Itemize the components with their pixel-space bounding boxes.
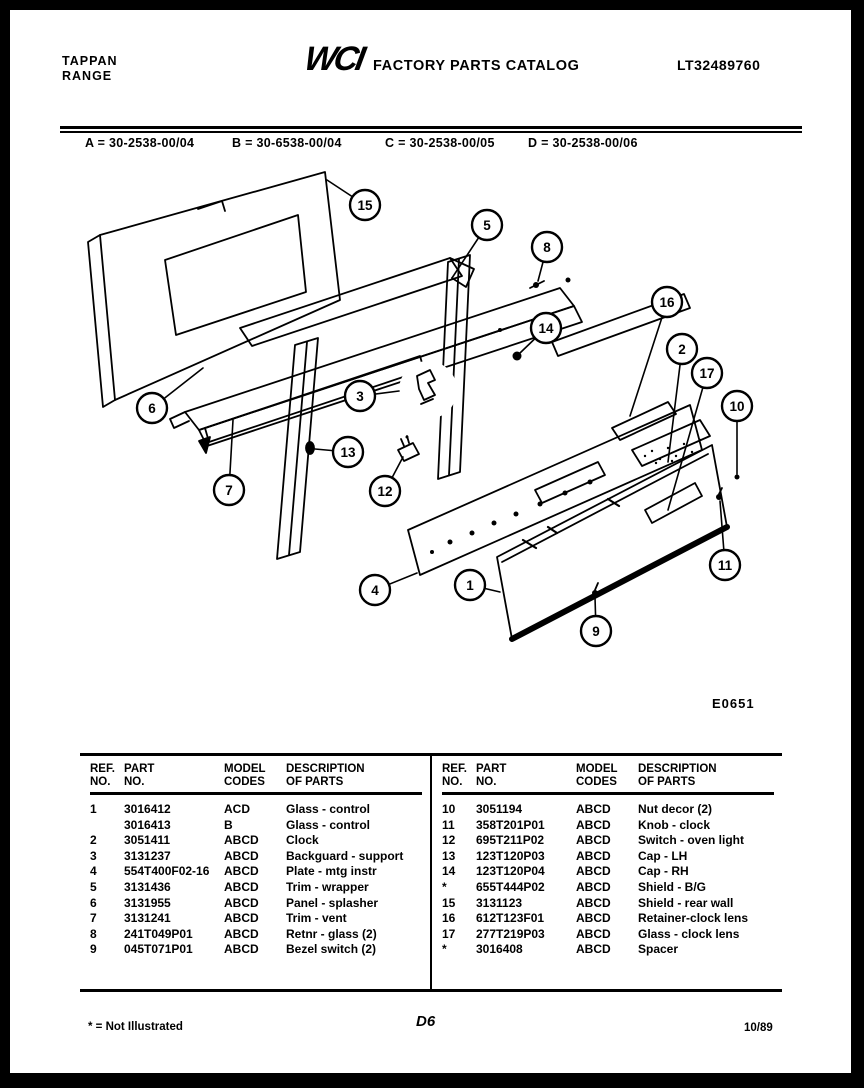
cell-description: Nut decor (2) (638, 802, 713, 816)
col-header-part: PART NO. (124, 761, 224, 794)
model-code-d: D = 30-2538-00/06 (528, 136, 638, 150)
cell-ref-no: 16 (442, 911, 456, 926)
cell-model-codes: ABCD (576, 864, 611, 879)
panel-hole (514, 512, 519, 517)
glass-bottom-edge (512, 527, 727, 639)
figure-code: E0651 (712, 696, 755, 711)
cell-description: Spacer (638, 942, 679, 957)
model-code-b: B = 30-6538-00/04 (232, 136, 342, 150)
cell-ref-no: 15 (442, 895, 456, 910)
cell-description: Knob - clock (638, 817, 711, 832)
cell-description: Panel - splasher (286, 895, 379, 910)
cell-ref-no: 8 (90, 926, 97, 941)
date-code: 10/89 (744, 1022, 773, 1034)
cell-description: Retnr - glass (2) (286, 926, 377, 941)
cell-part-no: 3131123 (476, 895, 523, 910)
cell-model-codes: ABCD (576, 926, 611, 941)
cell-model-codes: ABCD (576, 802, 611, 816)
callout-number-17: 17 (699, 366, 715, 381)
cell-ref-no: 7 (90, 911, 97, 926)
trim-wrapper-lip (199, 306, 582, 446)
cell-ref-no: * (442, 942, 447, 957)
page-code: D6 (416, 1013, 436, 1030)
cell-part-no: 277T219P03 (476, 926, 545, 941)
grommet-13 (306, 442, 314, 454)
cell-model-codes: ABCD (224, 911, 259, 926)
cell-model-codes: ABCD (224, 926, 259, 941)
cell-description: Shield - rear wall (638, 895, 734, 910)
exploded-parts-diagram (0, 160, 864, 745)
cell-ref-no: 10 (442, 802, 456, 816)
table-row (442, 818, 774, 834)
parts-table-right (442, 761, 774, 958)
cell-description: Glass - control (286, 817, 371, 832)
cell-ref-no: 12 (442, 833, 456, 848)
cell-description: Clock (286, 833, 319, 848)
table-row (90, 911, 422, 927)
cell-model-codes: ABCD (576, 879, 611, 894)
document-number: LT32489760 (677, 57, 761, 73)
cell-ref-no: 5 (90, 879, 97, 894)
cell-part-no: 3016408 (476, 942, 523, 957)
cell-description: Cap - LH (638, 848, 688, 863)
table-row (442, 794, 774, 818)
cell-part-no: 123T120P03 (476, 848, 545, 863)
cell-model-codes: ABCD (576, 833, 611, 848)
control-panel-shape (408, 405, 702, 575)
table-row (442, 833, 774, 849)
callout-number-5: 5 (483, 218, 491, 233)
table-header-row (442, 761, 774, 794)
brand-line2: RANGE (62, 69, 113, 83)
table-row (90, 794, 422, 818)
table-row (90, 880, 422, 896)
callout-number-1: 1 (466, 578, 474, 593)
cell-description: Shield - B/G (638, 879, 707, 894)
cell-part-no: 612T123F01 (476, 911, 545, 926)
cell-ref-no: 14 (442, 864, 456, 879)
detail-circle (399, 361, 457, 419)
col-header-part: PART NO. (476, 761, 576, 794)
callout-number-2: 2 (678, 342, 686, 357)
cell-part-no: 3131955 (124, 895, 171, 910)
table-row (442, 896, 774, 912)
wci-logo: WCI (301, 40, 366, 78)
col-header-ref: REF. NO. (442, 761, 476, 794)
cell-model-codes: ABCD (576, 911, 611, 926)
panel-hole (492, 521, 497, 526)
callout-number-15: 15 (357, 198, 373, 213)
cell-model-codes: ABCD (576, 942, 611, 957)
model-code-a: A = 30-2538-00/04 (85, 136, 195, 150)
callout-number-7: 7 (225, 483, 233, 498)
cell-part-no: 3016413 (124, 817, 171, 832)
header-rule (60, 126, 802, 133)
table-row (442, 911, 774, 927)
panel-hole (470, 531, 475, 536)
table-header-row (90, 761, 422, 794)
cell-part-no: 3131241 (124, 911, 171, 926)
cell-part-no: 3016412 (124, 802, 171, 816)
col-header-model: MODEL CODES (576, 761, 638, 794)
cell-description: Glass - control (286, 802, 371, 816)
cell-ref-no: 4 (90, 864, 97, 879)
table-row (90, 864, 422, 880)
table-row (442, 927, 774, 943)
cell-model-codes: ABCD (224, 942, 259, 957)
support-right-line (449, 259, 459, 475)
cell-description: Trim - vent (286, 911, 347, 926)
table-row (90, 896, 422, 912)
brand-line1: TAPPAN (62, 54, 118, 68)
not-illustrated-note: * = Not Illustrated (88, 1021, 183, 1033)
cell-model-codes: ABCD (224, 864, 259, 879)
cell-part-no: 123T120P04 (476, 864, 545, 879)
table-row (90, 833, 422, 849)
cell-part-no: 3131237 (124, 848, 171, 863)
cell-ref-no: 2 (90, 833, 97, 848)
cell-description: Retainer-clock lens (638, 911, 749, 926)
cell-part-no: 358T201P01 (476, 817, 545, 832)
callout-number-11: 11 (717, 558, 733, 573)
cell-part-no: 695T211P02 (476, 833, 545, 848)
parts-table-section (80, 753, 782, 992)
cell-model-codes: ABCD (224, 833, 259, 848)
cell-ref-no: * (442, 879, 447, 894)
table-divider (430, 756, 432, 989)
cell-ref-no: 6 (90, 895, 97, 910)
callout-number-4: 4 (371, 583, 379, 598)
cell-ref-no: 13 (442, 848, 456, 863)
cell-part-no: 655T444P02 (476, 879, 545, 894)
cell-model-codes: ABCD (224, 879, 259, 894)
callout-number-8: 8 (543, 240, 551, 255)
cell-part-no: 045T071P01 (124, 942, 193, 957)
screw-9 (592, 583, 598, 596)
col-header-desc: DESCRIPTION OF PARTS (286, 761, 422, 794)
table-row (442, 849, 774, 865)
table-row (90, 942, 422, 958)
cell-description: Bezel switch (2) (286, 942, 377, 957)
panel-hole (430, 550, 434, 554)
cell-model-codes: ABCD (576, 848, 611, 863)
cell-part-no: 3051194 (476, 802, 523, 816)
cell-model-codes: ABCD (224, 895, 259, 910)
shield-rear-wall-window (165, 215, 306, 335)
model-codes-row (0, 136, 864, 154)
part-shapes (88, 172, 740, 639)
cell-model-codes: ABCD (224, 848, 259, 863)
cell-part-no: 3051411 (124, 833, 171, 848)
clock-speckles (644, 439, 701, 464)
cell-description: Cap - RH (638, 864, 689, 879)
panel-hole (563, 491, 568, 496)
table-row (442, 864, 774, 880)
cell-model-codes: ABCD (576, 817, 611, 832)
callout-number-16: 16 (659, 295, 675, 310)
cell-description: Plate - mtg instr (286, 864, 377, 879)
callout-number-9: 9 (592, 624, 600, 639)
leader-line-16 (630, 302, 667, 416)
cell-description: Switch - oven light (638, 833, 745, 848)
oven-light-switch-12 (398, 436, 419, 462)
cell-description: Backguard - support (286, 848, 404, 863)
panel-hole (588, 480, 593, 485)
cell-model-codes: ACD (224, 802, 250, 816)
callout-number-14: 14 (538, 321, 554, 336)
cell-ref-no: 3 (90, 848, 97, 863)
table-row (90, 927, 422, 943)
direction-arrow (199, 437, 210, 453)
cell-ref-no: 17 (442, 926, 456, 941)
col-header-ref: REF. NO. (90, 761, 124, 794)
catalog-title: FACTORY PARTS CATALOG (373, 58, 580, 74)
col-header-model: MODEL CODES (224, 761, 286, 794)
screw-8 (530, 278, 571, 289)
table-row (442, 880, 774, 896)
cell-ref-no: 1 (90, 802, 97, 816)
small-screw (498, 328, 502, 332)
cell-model-codes: B (224, 817, 233, 832)
table-row (442, 942, 774, 958)
cell-part-no: 241T049P01 (124, 926, 193, 941)
parts-table-left (90, 761, 422, 958)
table-row (90, 818, 422, 834)
callout-number-3: 3 (356, 389, 364, 404)
table-row (90, 849, 422, 865)
shield-rear-wall-shape (100, 172, 340, 400)
callout-number-13: 13 (340, 445, 356, 460)
panel-hole (538, 502, 543, 507)
cell-description: Trim - wrapper (286, 879, 369, 894)
callout-number-6: 6 (148, 401, 156, 416)
cell-part-no: 554T400F02-16 (124, 864, 210, 879)
col-header-desc: DESCRIPTION OF PARTS (638, 761, 774, 794)
cell-model-codes: ABCD (576, 895, 611, 910)
panel-hole (448, 540, 453, 545)
callout-number-10: 10 (729, 399, 745, 414)
cell-description: Glass - clock lens (638, 926, 740, 941)
cell-part-no: 3131436 (124, 879, 171, 894)
cell-ref-no: 9 (90, 942, 97, 957)
cell-ref-no: 11 (442, 817, 455, 832)
screw-10 (735, 475, 740, 480)
leader-line-17 (668, 373, 707, 510)
cell-ref-no (90, 818, 124, 834)
model-code-c: C = 30-2538-00/05 (385, 136, 495, 150)
brand-block (62, 54, 118, 84)
callout-number-12: 12 (377, 484, 393, 499)
